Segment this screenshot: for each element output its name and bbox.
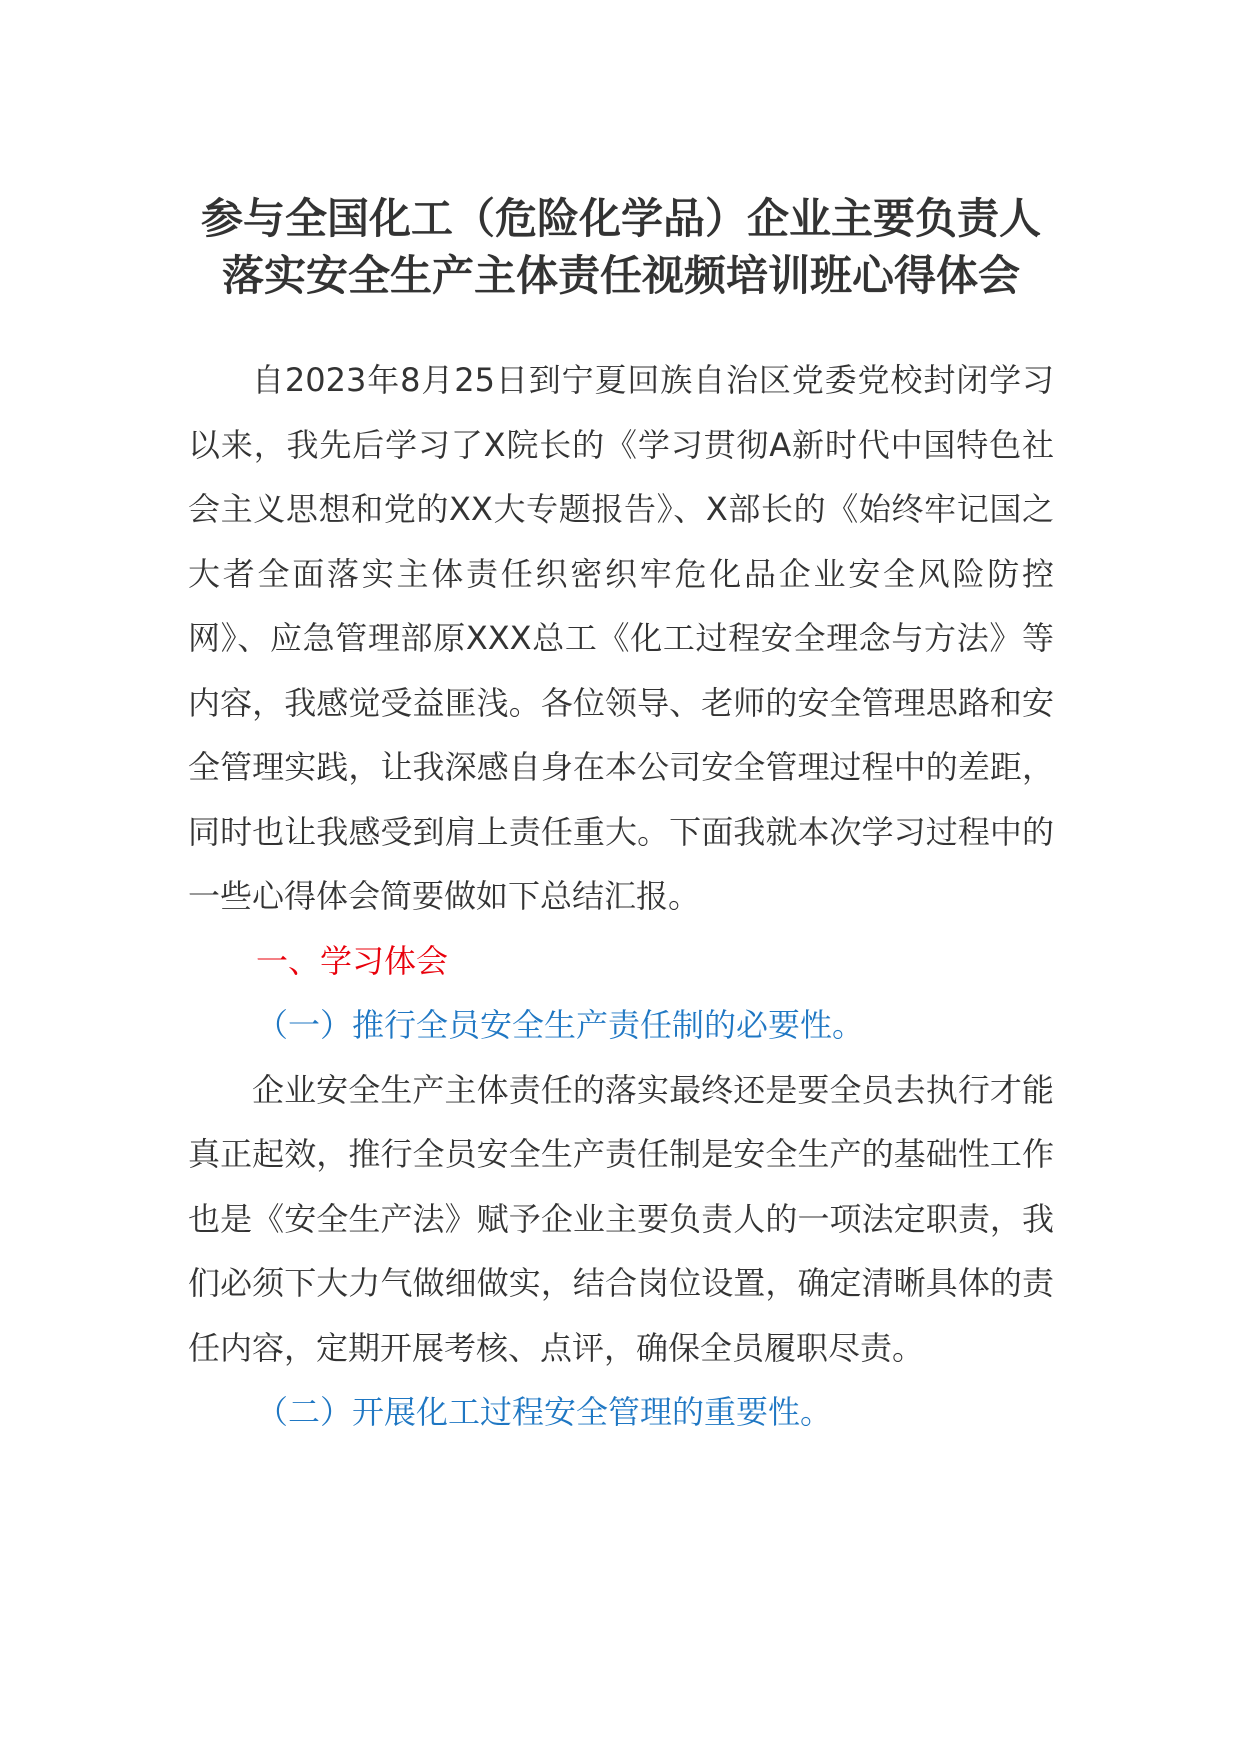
- subsection-heading-2: （二）开展化工过程安全管理的重要性。: [256, 1393, 833, 1431]
- document-page: [188, 190, 1054, 1445]
- subsection-heading-1: （一）推行全员安全生产责任制的必要性。: [256, 1006, 865, 1044]
- section-heading-learning: 一、学习体会: [256, 941, 449, 980]
- subsection-1-paragraph: 企业安全生产主体责任的落实最终还是要全员去执行才能真正起效，推行全员安全生产责任制是安全生产的基础性工作也是《安全生产法》赋予企业主要负责人的一项法定职责，我们必须下大力气做细做实，结合岗位设置，确定清晰具体的责任内容，定期开展考核、点评，确保全员履职尽责。: [188, 1070, 1054, 1367]
- intro-paragraph: 自2023年8月25日到宁夏回族自治区党委党校封闭学习以来，我先后学习了X院长的《学习贯彻A新时代中国特色社会主义思想和党的XX大专题报告》、X部长的《始终牢记国之大者全面落实主体责任织密织牢危化品企业安全风险防控网》、应急管理部原XXX总工《化工过程安全理念与方法》等内容，我感觉受益匪浅。各位领导、老师的安全管理思路和安全管理实践，让我深感自身在本公司安全管理过程中的差距，同时也让我感受到肩上责任重大。下面我就本次学习过程中的一些心得体会简要做如下总结汇报。: [188, 361, 1054, 915]
- document-title: 参与全国化工（危险化学品）企业主要负责人落实安全生产主体责任视频培训班心得体会: [200, 194, 1041, 300]
